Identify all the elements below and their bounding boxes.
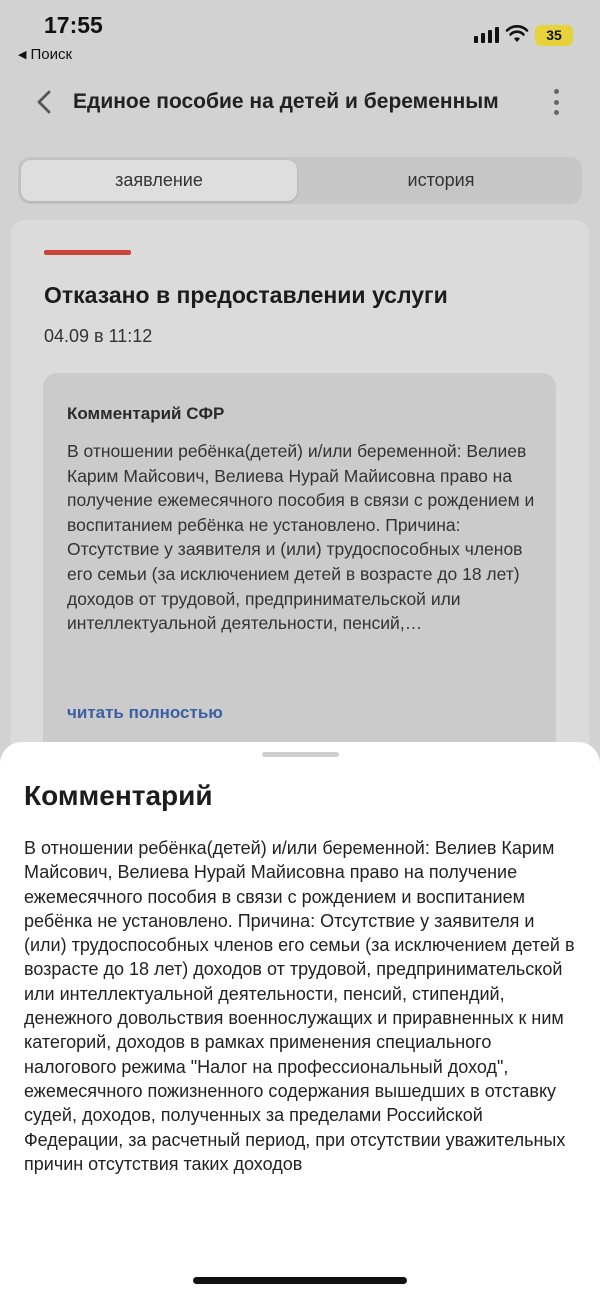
signal-icon [474, 27, 499, 43]
read-more-link[interactable]: читать полностью [67, 703, 223, 722]
status-bar [0, 0, 600, 72]
status-accent-line [44, 250, 131, 255]
back-to-app-label: Поиск [30, 46, 73, 63]
sheet-grabber-handle[interactable] [262, 752, 339, 757]
comment-bottom-sheet [0, 742, 600, 1297]
back-to-app-link[interactable] [18, 46, 72, 63]
sheet-comment-text: В отношении ребёнка(детей) и/или беременной: Велиев Карим Майсович, Велиева Нурай Майисовна право на получение ежемесячного пособия в связи с рождением и воспитанием ребёнка не установлено. Причина: Отсутствие у заявителя и (или) трудоспособных членов его семьи (за исключением детей в возрасте до 18 лет) доходов от трудовой, предпринимательской или интеллектуальной деятельности, пенсий, стипендий, денежного довольствия военнослужащих и приравненных к ним категорий, доходов в рамках применения специального налогового режима "Налог на профессиональный доход", ежемесячного пожизненного содержания вышедших в отставку судей, доходов, полученных за пределами Российской Федерации, за расчетный период, при отсутствии уважительных причин отсутствия таких доходов [24, 838, 575, 1174]
page-title: Единое пособие на детей и беременным [73, 90, 499, 113]
tab-history[interactable]: история [407, 170, 475, 190]
comment-preview-box [43, 373, 556, 793]
more-vertical-icon[interactable] [546, 86, 566, 118]
back-triangle-icon: ◀ [18, 49, 27, 61]
tab-application[interactable]: заявление [21, 160, 297, 201]
status-date: 04.09 в 11:12 [44, 326, 153, 346]
tab-switcher [18, 157, 582, 204]
sheet-title: Комментарий [24, 780, 213, 811]
status-time: 17:55 [44, 12, 103, 38]
nav-bar [0, 80, 600, 124]
status-card [11, 220, 589, 780]
comment-heading: Комментарий СФР [67, 404, 225, 423]
home-indicator[interactable] [193, 1277, 407, 1284]
wifi-icon [505, 24, 529, 44]
chevron-left-icon[interactable] [30, 86, 58, 118]
status-title: Отказано в предоставлении услуги [44, 282, 448, 308]
comment-preview-text: В отношении ребёнка(детей) и/или беременной: Велиев Карим Майсович, Велиева Нурай Майисовна право на получение ежемесячного пособия в связи с рождением и воспитанием ребёнка не установлено. Причина: Отсутствие у заявителя и (или) трудоспособных членов его семьи (за исключением детей в возрасте до 18 лет) доходов от трудовой, предпринимательской или интеллектуальной деятельности, пенсий,… [67, 441, 535, 634]
battery-icon: 35 [535, 25, 573, 46]
